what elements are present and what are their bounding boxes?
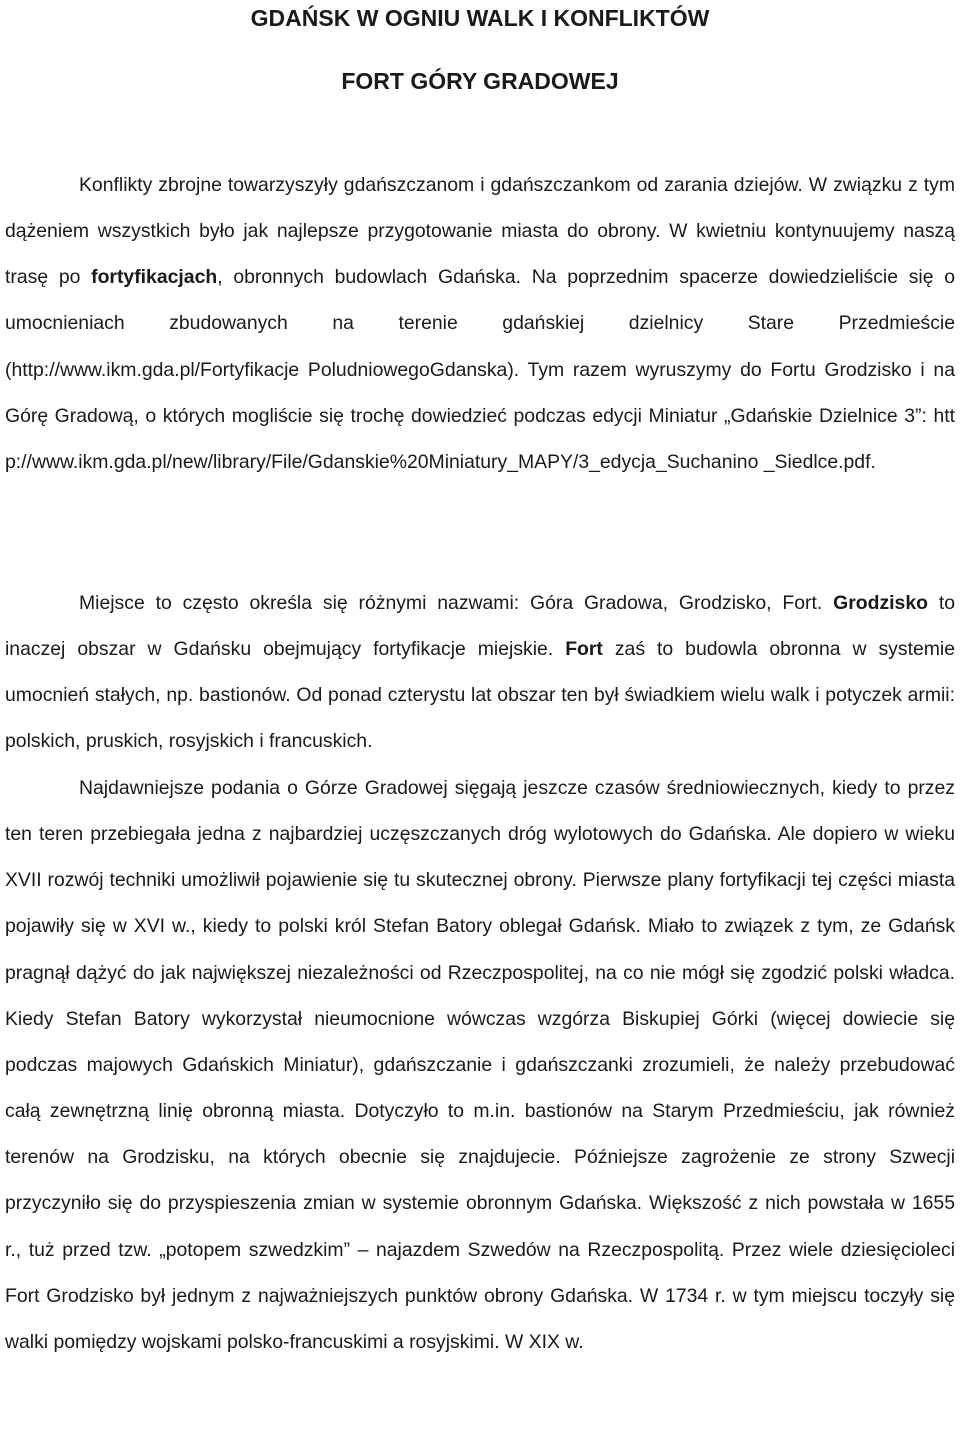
miniatures-map-link[interactable]: http://www.ikm.gda.pl/new/library/File/Gdanskie%20Miniatury_MAPY/3_edycja_Suchanino _Siedlce.pdf.: [5, 404, 955, 473]
paragraph-history: Najdawniejsze podania o Górze Gradowej sięgają jeszcze czasów średniowiecznych, kiedy to przez ten teren przebiegała jedna z najbardziej uczęszczanych dróg wylotowych do Gdańska. Ale dopiero w wieku XVII rozwój techniki umożliwił pojawienie się tu skutecznej obrony. Pierwsze plany fortyfikacji tej części miasta pojawiły się w XVI w., kiedy to polski król Stefan Batory oblegał Gdańsk. Miało to związek z tym, ze Gdańsk pragnął dążyć do jak największej niezależności od Rzeczpospolitej, na co nie mógł się zgodzić polski władca. Kiedy Stefan Batory wykorzystał nieumocnione wówczas wzgórza Biskupiej Górki (więcej dowiecie się podczas majowych Gdańskich Miniatur), gdańszczanie i gdańszczanki zrozumieli, że należy przebudować całą zewnętrzną linię obronną miasta. Dotyczyło to m.in. bastionów na Starym Przedmieściu, jak również terenów na Grodzisku, na których obecnie się znajdujecie. Późniejsze zagrożenie ze strony Szwecji przyczyniło się do przyspieszenia zmian w systemie obronnym Gdańska. Większość z nich powstała w 1655 r., tuż przed tzw. „potopem szwedzkim” – najazdem Szwedów na Rzeczpospolitą. Przez wiele dziesięcioleci Fort Grodzisko był jednym z najważniejszych punktów obrony Gdańska. W 1734 r. w tym miejscu toczyły się walki pomiędzy wojskami polsko-francuskimi a rosyjskimi. W XIX w.: [5, 777, 955, 1353]
document-subtitle: FORT GÓRY GRADOWEJ: [341, 68, 619, 94]
paragraph-names-bold-fort: Fort: [565, 638, 603, 661]
document-title: GDAŃSK W OGNIU WALK I KONFLIKTÓW: [250, 5, 710, 31]
paragraph-names: [5, 580, 955, 765]
paragraph-intro-text-c: , obronnych budowlach Gdańska. Na poprzednim spacerze dowiedzieliście się o umocnieniach zbudowanych na terenie gdańskiej dzielnicy Stare Przedmieście (http://www.ikm.gda.pl/Fortyfikacje PoludniowegoGdanska). Tym razem wyruszymy do Fortu Grodzisko i na Górę Gradową, o których mogliście się trochę dowiedzieć podczas edycji Miniatur „Gdańskie Dzielnice 3”:: [5, 266, 956, 427]
paragraph-names-text-c: to inaczej obszar w Gdańsku obejmujący fortyfikacje miejskie.: [5, 592, 955, 661]
paragraph-names-bold-grodzisko: Grodzisko: [833, 592, 928, 614]
paragraph-intro-bold-fortyfikacjach: fortyfikacjach: [91, 266, 218, 289]
paragraph-names-text-a: Miejsce to często określa się różnymi nazwami: Góra Gradowa, Grodzisko, Fort.: [79, 592, 834, 614]
paragraph-intro: [5, 162, 955, 485]
paragraph-intro-text-a: Konflikty zbrojne towarzyszyły gdańszczanom i gdańszczankom od zarania dziejów. W związku z tym dążeniem wszystkich było jak najlepsze przygotowanie miasta do obrony. W kwietniu kontynuujemy naszą trasę po: [5, 174, 955, 289]
paragraph-names-text-e: zaś to budowla obronna w systemie umocnień stałych, np. bastionów. Od ponad czterystu lat obszar ten był świadkiem wielu walk i potyczek armii: polskich, pruskich, rosyjskich i francuskich.: [5, 638, 955, 753]
